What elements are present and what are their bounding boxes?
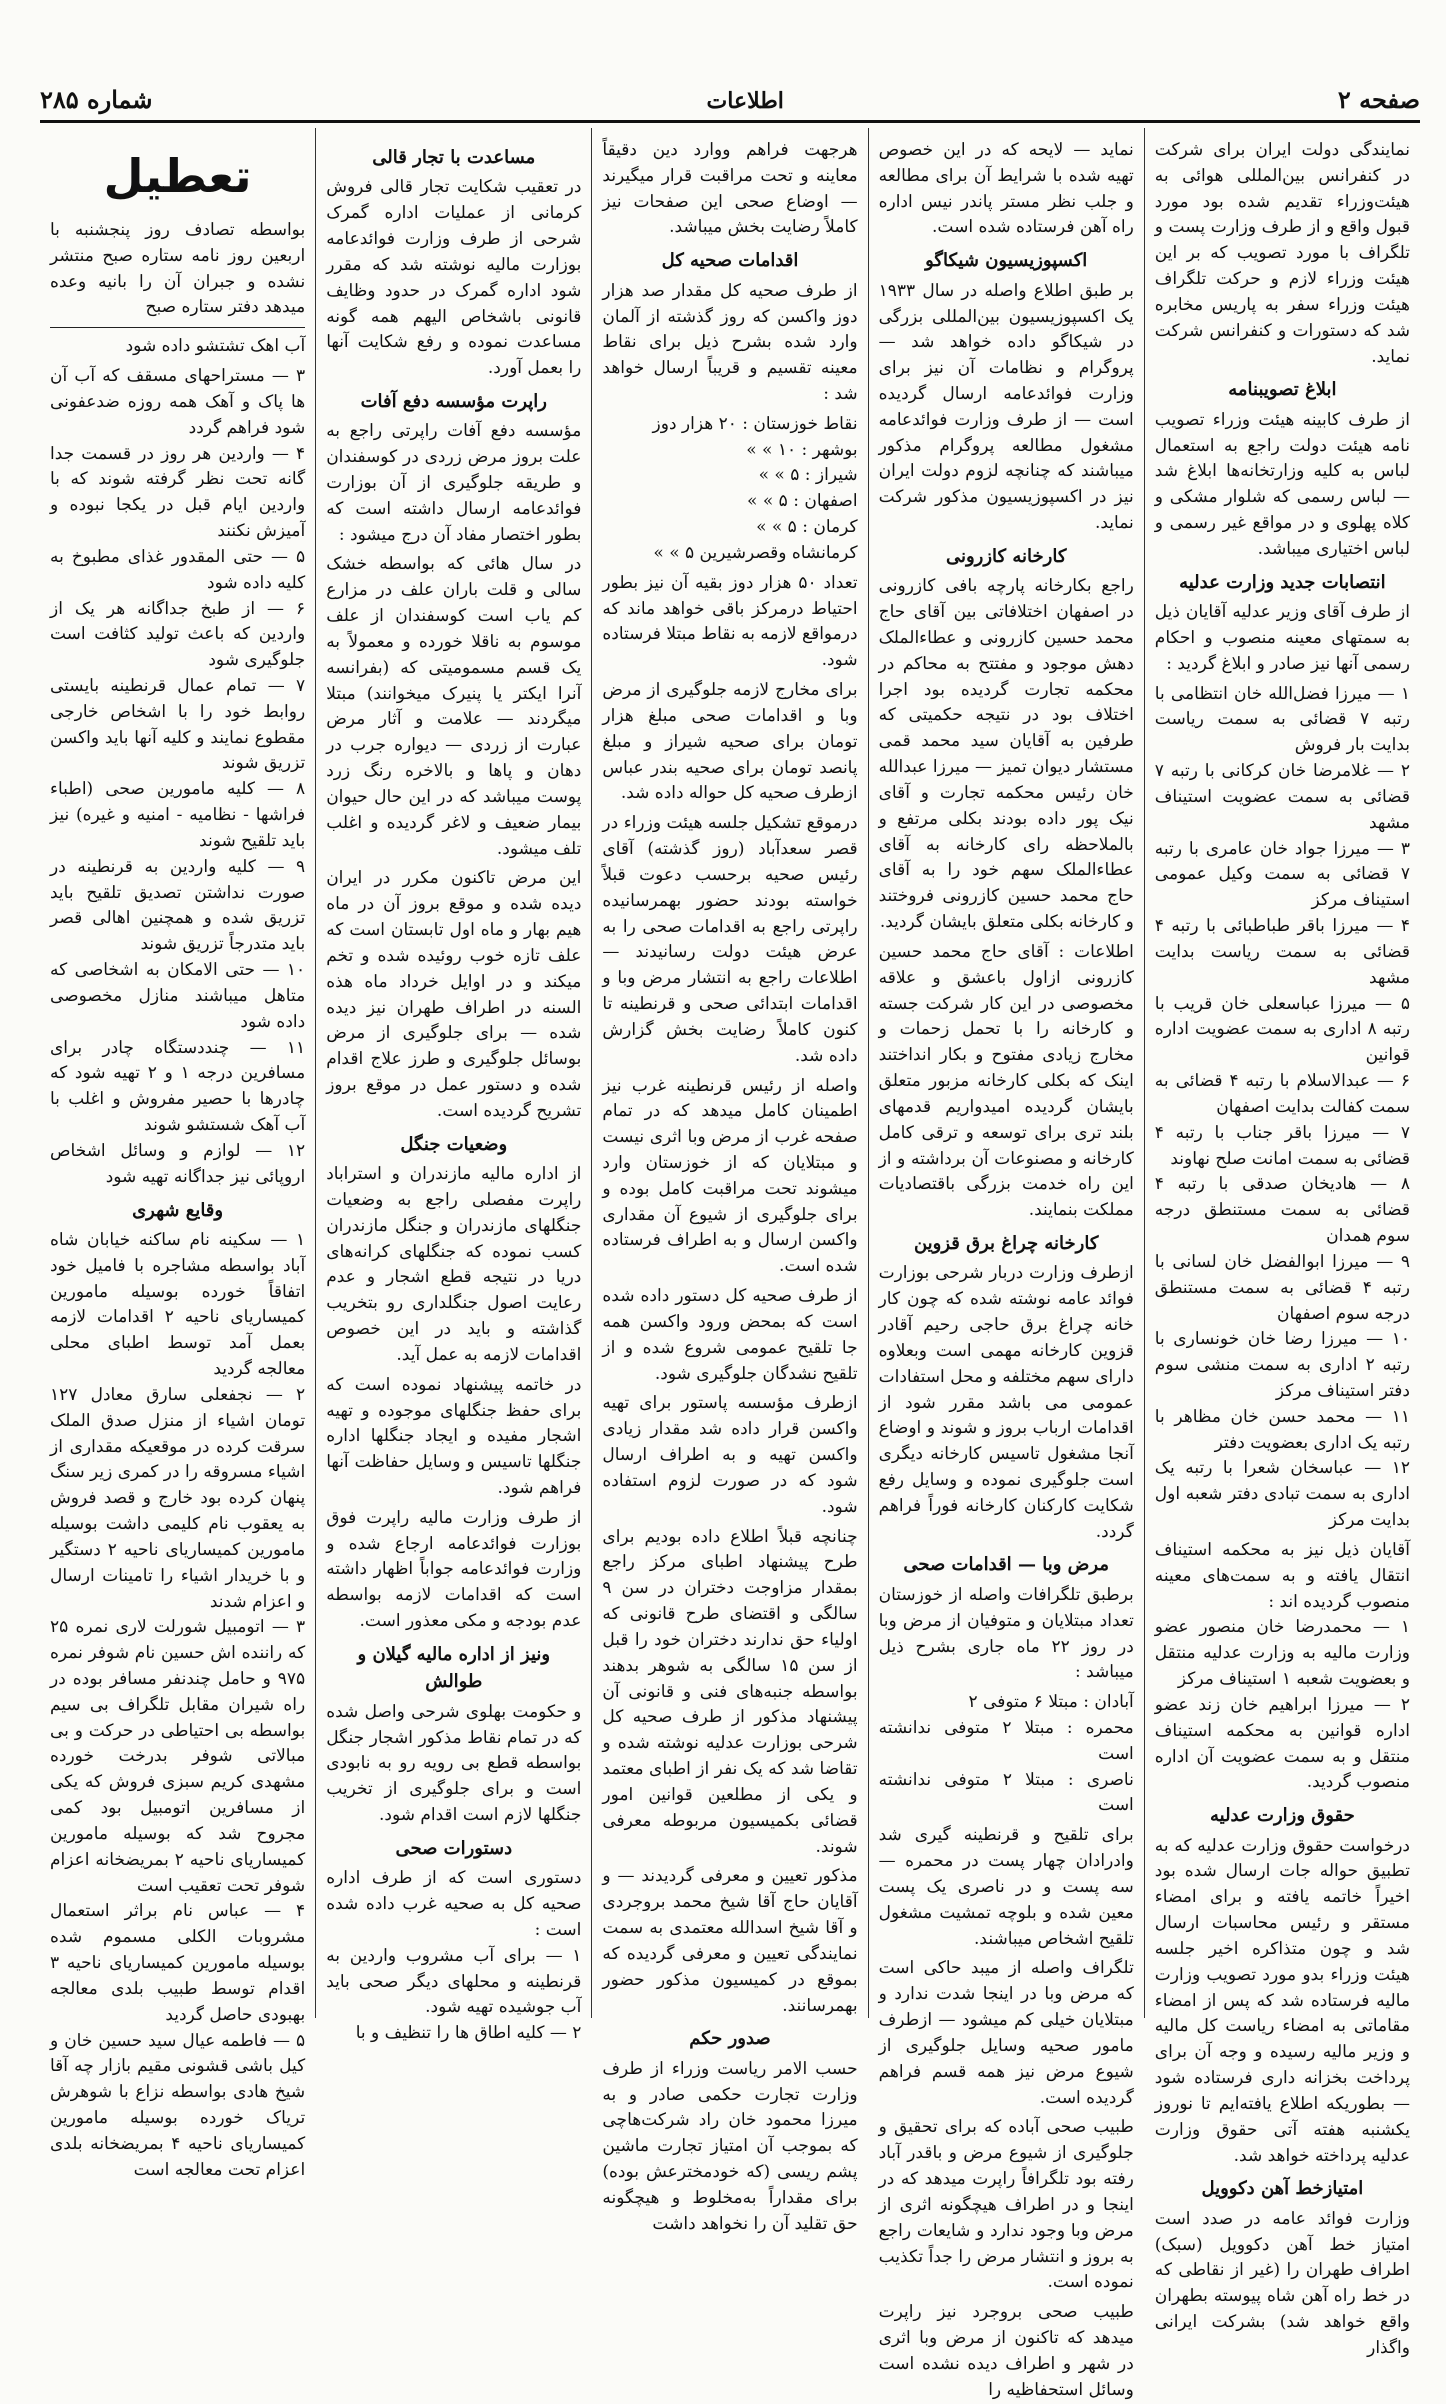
column-4	[315, 128, 591, 2044]
headline: اقدامات صحیه کل	[661, 250, 799, 272]
article-text: واصله از رئیس قرنطینه غرب نیز اطمینان کامل میدهد که در تمام صفحه غرب از مرض وبا اثری نیست و مبتلایان که از خوزستان وارد میشوند تحت مراقبت کامل بوده و برای جلوگیری از شیوع آن مقداری واکسن ارسال و به اطراف فرستاده شده است.	[602, 1075, 858, 1277]
article-text: دستوری است که از طرف اداره صحیه کل به صحیه غرب داده شده است : ۱ — برای آب مشروب واردین به قرنطینه و محلهای دیگر صحی باید آب جوشیده تهیه شود. ۲ — کلیه اطاق ها را تنظیف و با	[326, 1868, 582, 2044]
article-text: آقایان ذیل نیز به محکمه استیناف انتقال یافته و به سمت‌های معینه منصوب گردیده اند : ۱ — محمدرضا خان منصور عضو وزارت مالیه به وزارت عدلیه منتقل و بعضویت شعبه ۱ استیناف مرکز ۲ — میرزا ابراهیم خان زند عضو اداره قوانین به محکمه استیناف منتقل و به سمت عضویت آن اداره منصوب گردید.	[1154, 1539, 1410, 1793]
article-text: ازطرف وزارت دربار شرحی بوزارت فوائد عامه نوشته شده که چون کار خانه چراغ برق حاجی رحیم آقادر قزوین کارخانه مهمی است وبعلاوه دارای سهم مختلفه و محل استفادات عمومی می باشد مقرر شود از اقدامات ارباب بروز و شوند و اوضاع آنجا مشغول تاسیس کارخانه دیگری است جلوگیری نموده و وسایل رفع شکایت کارکنان کارخانه فوراً فراهم گردد.	[878, 1263, 1134, 1542]
article-text: از طرف صحیه کل دستور داده شده است که بمحض ورود واکسن همه جا تلقیح عمومی شروع شده و از تلقیح نشدگان جلوگیری شود.	[602, 1286, 858, 1384]
article-text: بر طبق اطلاع واصله در سال ۱۹۳۳ یک اکسپوزیسیون بین‌المللی بزرگی در شیکاگو داده خواهد شد — پروگرام و نظامات آن نیز برای وزارت فوائدعامه ارسال گردیده است — از طرف وزارت فوائدعامه مشغول مطالعه پروگرام مذکور میباشند که چنانچه لزوم دولت ایران نیز در اکسپوزیسیون مذکور شرکت نماید.	[878, 280, 1134, 534]
headline: دستورات صحی	[395, 1837, 513, 1859]
article-text: در سال هائی که بواسطه خشک سالی و قلت باران علف در مزارع کم یاب است کوسفندان از علف موسوم به ناقلا خورده و معمولاً به یک قسم مسمومیتی که (بفرانسه آنرا ایکتر یا پنیرک میخوانند) مبتلا میگردند — علامت و آثار مرض عبارت از زردی — دیواره جرب در دهان و پاها و بالاخره رنگ زرد پوست میباشد که در این حال حیوان بیمار ضعیف و لاغر گردیده و اغلب تلف میشود.	[326, 554, 582, 859]
article-text: تعداد ۵۰ هزار دوز بقیه آن نیز بطور احتیاط درمرکز باقی خواهد ماند که درمواقع لازمه به نقاط مبتلا فرستاده شود.	[602, 572, 858, 671]
headline: صدور حکم	[689, 2028, 771, 2050]
headline: مساعدت با تجار قالی	[372, 147, 536, 168]
headline: ونیز از اداره مالیه گیلان و طوالش	[357, 1643, 551, 1693]
headline: راپرت مؤسسه دفع آفات	[360, 390, 547, 412]
notice-title: تعطیل	[103, 149, 252, 203]
article-text: درموقع تشکیل جلسه هیئت وزراء در قصر سعدآباد (روز گذشته) آقای رئیس صحیه برحسب دعوت قبلاً خواسته بودند حضور بهمرسانیده راپرتی راجع به اقدامات صحی را به عرض هیئت دولت رسانیدند — اطلاعات راجع به انتشار مرض وبا و اقدامات ابتدائی صحی و قرنطینه تا کنون کاملاً رضایت بخش گزارش داده شد.	[602, 813, 858, 1066]
article-text: از طرف وزارت مالیه راپرت فوق بوزارت فوائدعامه ارجاع شده و وزارت فوائدعامه جواباً اظهار داشته است که اقدامات لازمه بواسطه عدم بودجه و مکی معذور است.	[326, 1507, 582, 1632]
article-text: در خاتمه پیشنهاد نموده است که برای حفظ جنگلهای موجوده و تهیه اشجار مفیده و ایجاد جنگلها اداره جنگلها تاسیس و وسایل حفاظت آنها فراهم شود.	[326, 1374, 582, 1498]
instruction-list: ۳ — مستراحهای مسقف که آب آن ها پاک و آهک همه روزه ضدعفونی شود فراهم گردد ۴ — واردین هر روز در قسمت جدا گانه تحت نظر گرفته شوند که با واردین ایام قبل در یکجا نبوده و آمیزش نکنند ۵ — حتی المقدور غذای مطبوخ به کلیه داده شود ۶ — از طبخ جداگانه هر یک از واردین که باعث تولید کثافت است جلوگیری شود ۷ — تمام عمال قرنطینه بایستی روابط خود را با اشخاص خارجی مقطوع نمایند و کلیه آنها باید واکسن تزریق شوند ۸ — کلیه مامورین صحی (اطباء فراشها - نظامیه - امنیه و غیره) نیز باید تلقیح شوند ۹ — کلیه واردین به قرنطینه در صورت نداشتن تصدیق تلقیح باید تزریق شده و همچنین اهالی قصر باید متدرجاً تزریق شوند ۱۰ — حتی الامکان به اشخاصی که متاهل میباشند منازل مخصوصی داده شود ۱۱ — چنددستگاه چادر برای مسافرین درجه ۱ و ۲ تهیه شود که چادرها با حصیر مفروش و اغلب با آب آهک شستشو شوند ۱۲ — لوازم و وسائل اشخاص اروپائی نیز جداگانه تهیه شود	[49, 366, 306, 1187]
appointment-list: ۱ — میرزا فضل‌الله خان انتظامی با رتبه ۷ قضائی به سمت ریاست بدایت بار فروش ۲ — غلامرضا خان کرکانی با رتبه ۷ قضائی به سمت عضویت استیناف مشهد ۳ — میرزا جواد خان عامری با رتبه ۷ قضائی به سمت وکیل عمومی استیناف مرکز ۴ — میرزا باقر طباطبائی با رتبه ۴ قضائی به سمت ریاست بدایت مشهد ۵ — میرزا عباسعلی خان قریب با رتبه ۸ اداری به سمت عضویت اداره قوانین ۶ — عبدالاسلام با رتبه ۴ قضائی به سمت کفالت بدایت اصفهان ۷ — میرزا باقر جناب با رتبه ۴ قضائی به سمت امانت صلح نهاوند ۸ — هادیخان صدقی با رتبه ۴ قضائی به سمت مستنطق درجه سوم همدان ۹ — میرزا ابوالفضل خان لسانی با رتبه ۴ قضائی به سمت مستنطق درجه سوم اصفهان ۱۰ — میرزا رضا خان خونساری با رتبه ۲ اداری به سمت منشی سوم دفتر استیناف مرکز ۱۱ — محمد حسن خان مظاهر با رتبه یک اداری بعضویت دفتر ۱۲ — عباسخان شعرا با رتبه یک اداری به سمت تبادی دفتر شعبه اول بدایت مرکز	[1154, 683, 1411, 1531]
notice-text: بواسطه تصادف روز پنجشنبه با اربعین روز نامه ستاره صبح منتشر نشده و جبران آن را بانیه وعده میدهد دفتر ستاره صبح	[49, 219, 306, 318]
article-text: از طرف صحیه کل مقدار صد هزار دوز واکسن که روز گذشته از آلمان وارد شده بشرح ذیل برای نقاط معینه تقسیم و قریباً ارسال خواهد شد :	[602, 280, 858, 404]
headline: انتصابات جدید وزارت عدلیه	[1179, 571, 1386, 593]
divider	[50, 327, 305, 328]
article-text: طبیب صحی بروجرد نیز راپرت میدهد که تاکنون از مرض وبا اثری در شهر و اطراف دیده نشده است وسائل استحفاظیه را	[878, 2302, 1134, 2400]
article-text: و حکومت بهلوی شرحی واصل شده که در تمام نقاط مذکور اشجار جنگل بواسطه قطع بی رویه رو به نابودی است و برای جلوگیری از تخریب جنگلها لازم است اقدام شود.	[326, 1701, 582, 1825]
headline: کارخانه کازرونی	[945, 545, 1067, 567]
article-text: ازطرف مؤسسه پاستور برای تهیه واکسن قرار داده شد مقدار زیادی واکسن تهیه و به اطراف ارسال شود که در صورت لزوم استفاده شود.	[602, 1393, 858, 1517]
column-3	[591, 128, 867, 2234]
article-text: درخواست حقوق وزارت عدلیه که به تطبیق حواله جات ارسال شده بود اخیراً خاتمه یافته و برای امضاء مستقر و رئیس محاسبات ارسال شد و چون متذاکره اخیر جلسه هیئت وزراء بدو مورد تصویب وزارت مالیه فرستاده شد که پس از امضاء مقاماتی به امضاء ریاست کل مالیه و وزیر مالیه رسیده و وجه آن برای پرداخت بخزانه داری فرستاده شود — بطوریکه اطلاع یافته‌ایم تا نوروز یکشنبه هفته آتی حقوق وزارت عدلیه پرداخته خواهد شد.	[1154, 1835, 1410, 2166]
issue-number: شماره ۲۸۵	[40, 85, 153, 114]
article-text: نماید — لایحه که در این خصوص تهیه شده با شرایط آن برای مطالعه و جلب نظر مستر پاندر نیس اداره راه آهن فرستاده شده است.	[878, 140, 1134, 238]
headline: وضعیات جنگل	[400, 1133, 508, 1155]
article-text: این مرض تاکنون مکرر در ایران دیده شده و موقع بروز آن در ماه هیم بهار و ماه اول تابستان است که علف تازه خوب روئیده شده و تخم میکند و در اوایل خرداد ماه هذه السنه در اطراف طهران نیز دیده شده — برای جلوگیری از مرض بوسائل جلوگیری و طرز علاج اقدام شده و دستور عمل در موقع بروز تشریح گردیده است.	[326, 868, 582, 1121]
article-text: تلگراف واصله از میبد حاکی است که مرض وبا در اینجا شدت ندارد و مبتلایان خیلی کم میشود — ازطرف مامور صحیه وسایل جلوگیری از شیوع مرض نیز همه قسم فراهم گردیده است.	[878, 1958, 1134, 2108]
article-text: مؤسسه دفع آفات راپرتی راجع به علت بروز مرض زردی در کوسفندان و طریقه جلوگیری از آن بوزارت فوائدعامه ارسال داشته است که بطور اختصار مفاد آن درج میشود :	[326, 421, 582, 545]
article-text: از طرف آقای وزیر عدلیه آقایان ذیل به سمتهای معینه منصوب و احکام رسمی آنها نیز صادر و ابلاغ گردید :	[1154, 602, 1410, 674]
article-text: در تعقیب شکایت تجار قالی فروش کرمانی از عملیات اداره گمرک شرحی از طرف وزارت فوائدعامه بوزارت مالیه نوشته شد که مقرر شود اداره گمرک در حدود وظایف قانونی باشخاص الیهم همه گونه مساعدت نموده و رفع شکایت آنها را بعمل آورد.	[326, 177, 582, 379]
article-text: از اداره مالیه مازندران و استراباد راپرت مفصلی راجع به وضعیات جنگلهای مازندران و جنگل مازندران کسب نموده که جنگلهای کرانه‌های دریا در نتیجه قطع اشجار و عدم رعایت اصول جنگلداری رو بتخریب گذاشته و باید در این خصوص اقدامات لازمه به عمل آید.	[326, 1164, 582, 1365]
article-text: حسب الامر ریاست وزراء از طرف وزارت تجارت حکمی صادر و به میرزا محمود خان راد شرکت‌هاچی که بموجب آن امتیاز تجارت ماشین پشم ریسی (که خودمخترعش بوده) برای مقداراً به‌مخلوط و هیچگونه حق تقلید آن را نخواهد داشت	[602, 2058, 858, 2234]
article-text: وزارت فوائد عامه در صدد است امتیاز خط آهن دکوویل (سبک) اطراف طهران را (غیر از نقاطی که در خط راه آهن شاه پیوسته بطهران واقع خواهد شد) بشرکت ایرانی واگذار	[1154, 2208, 1410, 2358]
masthead: اطلاعات	[706, 88, 784, 114]
page-number: صفحه ۲	[1337, 85, 1420, 114]
article-text: آب اهک تشتشو داده شود	[125, 336, 306, 357]
article-text: از طرف کابینه هیئت وزراء تصویب نامه هیئت دولت راجع به استعمال لباس به کلیه وزارتخانه‌ها ابلاغ شد — لباس رسمی که شلوار مشکی و کلاه پهلوی و در مواقع غیر رسمی و لباس اختیاری میباشد.	[1154, 409, 1410, 559]
article-text: هرجهت فراهم ووارد دین دقیقاً معاینه و تحت مراقبت قرار میگیرند — اوضاع صحی این صفحات نیز کاملاً رضایت بخش میباشد.	[602, 140, 858, 238]
headline: حقوق وزارت عدلیه	[1209, 1805, 1355, 1827]
article-text: مذکور تعیین و معرفی گردیدند — و آقایان حاج آقا شیخ محمد بروجردی و آقا شیخ اسدالله معتمدی به سمت نمایندگی تعیین و معرفی گردیده که بموقع در کمیسیون مذکور حضور بهمرسانند.	[602, 1866, 858, 2016]
article-text: راجع بکارخانه پارچه بافی کازرونی در اصفهان اختلافاتی بین آقای حاج محمد حسین کازرونی و عطاءالملک دهش موجود و مفتتح به محاکم در محکمه تجارت گردیده بود اجرا اختلاف بود در نتیجه حکمیتی که طرفین به آقایان سید محمد قمی مستشار دیوان تمیز — میرزا عبدالله خان رئیس محکمه تجارت و آقای نیک پور داده بودند بکلی مرتفع و بالملاحظه رای کارخانه به آقای عطاءالملک سهم خود را به آقای حاج محمد حسین کازرونی فروختند و کارخانه بکلی متعلق بایشان گردید.	[878, 576, 1134, 933]
article-text: برای مخارج لازمه جلوگیری از مرض وبا و اقدامات صحی مبلغ هزار تومان برای صحیه شیراز و مبلغ پانصد تومان برای صحیه بندر عباس ازطرف صحیه کل حواله داده شد.	[602, 680, 858, 804]
page-header	[40, 60, 1420, 123]
city-events-list: ۱ — سکینه نام ساکنه خیابان شاه آباد بواسطه مشاجره با فامیل خود اتفاقاً خورده بوسیله مامورین کمیساریای ناحیه ۲ اقدامات لازمه بعمل آمد توسط اطبای محلی معالجه گردید ۲ — نجفعلی سارق معادل ۱۲۷ تومان اشیاء از منزل صدق الملک سرقت کرده در موقعیکه مقداری از اشیاء مسروقه را در کمری زیر سنگ پنهان کرده بود خارج و قصد فروش به یعقوب نام کلیمی داشت بوسیله مامورین کمیساریای ناحیه ۲ دستگیر و با خریدار اشیاء را تامینات ارسال و اعزام شدند ۳ — اتومبیل شورلت لاری نمره ۲۵ که راننده اش حسین نام شوفر نمره ۹۷۵ و حامل چندنفر مسافر بوده در راه شیران مقابل تلگراف بی سیم بواسطه بی احتیاطی در حرکت و بی مبالاتی شوفر بدرخت خورده مشهدی کریم سبزی فروش که یکی از مسافرین اتومبیل بود کمی مجروح شد که بوسیله مامورین کمیساریای ناحیه ۲ بمریضخانه اعزام شوفر تحت تعقیب است ۴ — عباس نام براثر استعمال مشروبات الکلی مسموم شده بوسیله مامورین کمیساریای ناحیه ۳ اقدام توسط طبیب بلدی معالجه بهبودی حاصل گردید ۵ — فاطمه عیال سید حسین خان و کیل باشی قشونی مقیم بازار چه آقا شیخ هادی بواسطه نزاع با شوهرش تریاک خورده بوسیله مامورین کمیساریای ناحیه ۴ بمریضخانه بلدی اعزام تحت معالجه است	[49, 1229, 306, 2180]
article-text: طبیب صحی آباده که برای تحقیق و جلوگیری از شیوع مرض و باقدر آباد رفته بود تلگرافاً راپرت میدهد که در اینجا و در اطراف هیچگونه اثری از مرض وبا وجود ندارد و شایعات راجع به بروز و انتشار مرض را جداً تکذیب نموده است.	[878, 2117, 1134, 2293]
statistics-list: آبادان : مبتلا ۶ متوفی ۲ محمره : مبتلا ۲ متوفی ندانشته است ناصری : مبتلا ۲ متوفی ندانشته است	[878, 1692, 1134, 1816]
vaccine-distribution-list: نقاط خوزستان : ۲۰ هزار دوز بوشهر : ۱۰ » » شیراز : ۵ » » اصفهان : ۵ » » کرمان : ۵ » » کرمانشاه وقصرشیرین ۵ » »	[652, 413, 858, 563]
headline: ابلاغ تصویبنامه	[1228, 379, 1337, 401]
headline: وقایع شهری	[132, 1199, 224, 1221]
article-text: نمایندگی دولت ایران برای شرکت در کنفرانس بین‌المللی هوائی به هیئت‌وزراء تقدیم شده بود مورد قبول واقع و از طرف وزارت پست و تلگراف با مورد تصویب که بر این هیئت وزراء لازم و حرکت تلگراف هیئت وزراء سفر به پاریس مخابره شد که دستورات و کنفرانس شرکت نماید.	[1154, 140, 1410, 367]
headline: امتیازخط آهن دکوویل	[1201, 2178, 1364, 2200]
headline: کارخانه چراغ برق قزوین	[913, 1233, 1099, 1255]
column-5	[40, 128, 315, 2180]
article-columns	[40, 128, 1420, 2400]
column-2	[868, 128, 1144, 2400]
article-text: برطبق تلگرافات واصله از خوزستان تعداد مبتلایان و متوفیان از مرض وبا در روز ۲۲ ماه جاری بشرح ذیل میباشد :	[878, 1584, 1134, 1683]
article-text: چنانچه قبلاً اطلاع داده بودیم برای طرح پیشنهاد اطبای مرکز راجع بمقدار مزاوجت دختران در سن ۹ سالگی و اقتضای طرح قانونی که اولیاء حق ندارند دختران خود را قبل از سن ۱۵ سالگی به شوهر بدهند بواسطه جنبه‌های فنی و قانونی آن پیشنهاد مذکور از طرف صحیه کل شرحی بوزارت عدلیه نوشته شده و تقاضا شد که یک نفر از اطبای معتمد و یکی از مطلعین قوانین امور قضائی بکمیسیون مربوطه معرفی شوند.	[602, 1526, 858, 1857]
article-text: برای تلقیح و قرنطینه گیری شد وادرادان چهار پست در محمره — سه پست و در ناصری یک پست معین شده و بلوچه تمشیت مشغول تلقیح اشخاص میباشند.	[878, 1825, 1134, 1949]
article-text: اطلاعات : آقای حاج محمد حسین کازرونی ازاول باعشق و علاقه مخصوصی در این کار شرکت جسته و کارخانه را با تحمل زحمات و مخارج زیادی مفتوح و بکار انداختند اینک که بکلی کارخانه مزبور متعلق بایشان گردیده امیدواریم قدمهای بلند تری برای توسعه و ترقی کامل کارخانه و مصنوعات آن برداشته و از این راه خدمت بزرگی باقتصادیات مملکت بنمایند.	[878, 941, 1134, 1221]
headline: مرض وبا — اقدامات صحی	[903, 1554, 1109, 1576]
headline: اکسپوزیسیون شیکاگو	[925, 250, 1088, 272]
column-1	[1144, 128, 1420, 2358]
